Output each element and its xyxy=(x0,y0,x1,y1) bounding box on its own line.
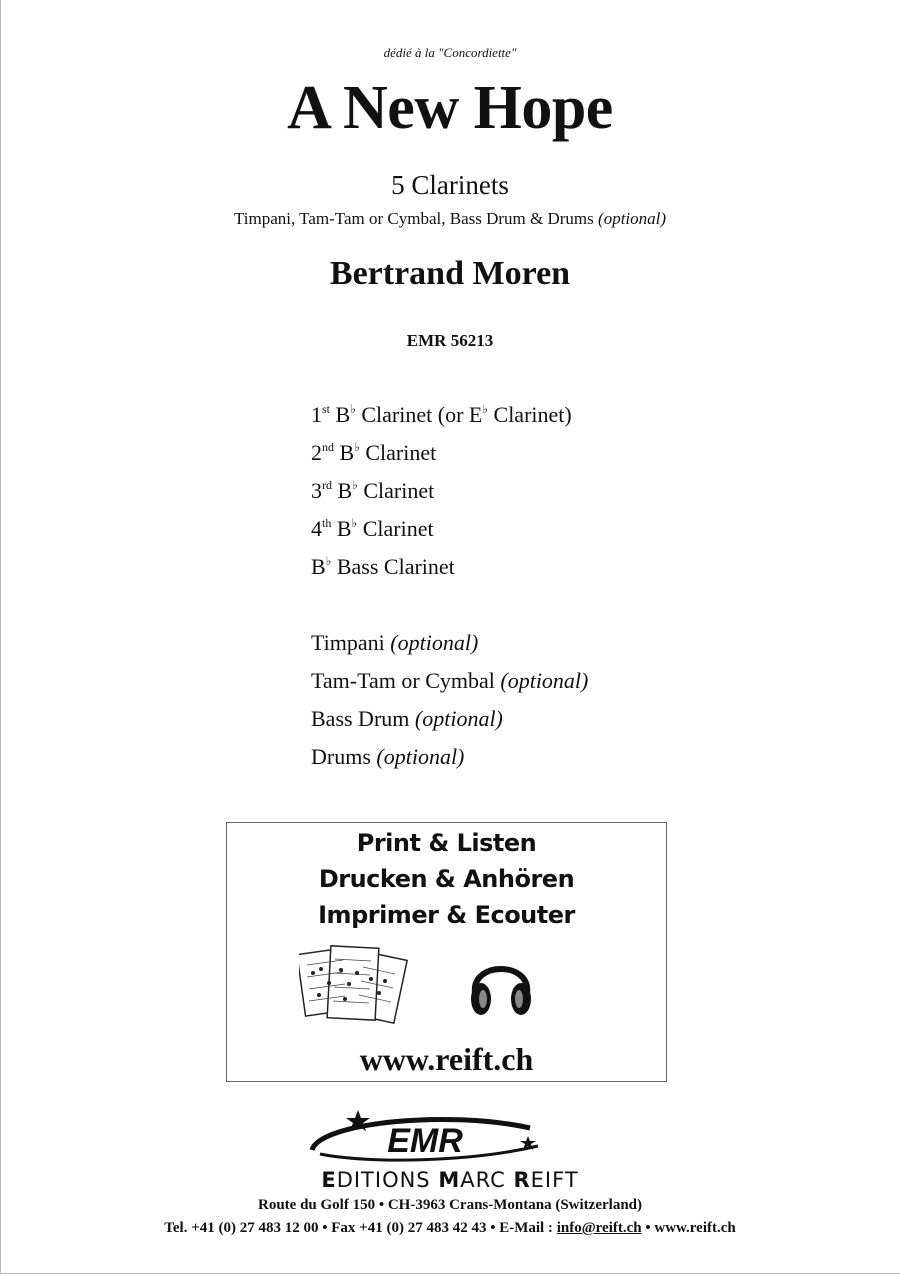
percussion-row: Bass Drum (optional) xyxy=(311,706,503,731)
dedication: dédié à la "Concordiette" xyxy=(383,45,517,60)
print-listen-box xyxy=(226,822,667,1082)
promo-line: Print & Listen xyxy=(356,829,537,857)
part-row: B♭ Bass Clarinet xyxy=(311,554,455,579)
website-link[interactable]: • www.reift.ch xyxy=(641,1220,736,1236)
percussion-row: Drums (optional) xyxy=(311,744,465,769)
catalog-number: EMR 56213 xyxy=(406,331,494,350)
instrumentation xyxy=(0,209,900,229)
publisher-address: Route du Golf 150 • CH-3963 Crans-Montana (Switzerland) xyxy=(258,1197,642,1213)
promo-line: Imprimer & Ecouter xyxy=(318,901,575,929)
percussion-row: Timpani (optional) xyxy=(311,630,479,655)
logo-text: EMR xyxy=(387,1122,463,1160)
page-title: A New Hope xyxy=(287,74,613,142)
promo-line: Drucken & Anhören xyxy=(318,865,575,893)
subtitle: 5 Clarinets xyxy=(391,170,509,200)
instrumentation-text: Timpani, Tam-Tam or Cymbal, Bass Drum & Drums xyxy=(233,209,594,228)
part-row: 2nd B♭ Clarinet xyxy=(311,440,437,465)
publisher-name: EDITIONS MARC REIFT xyxy=(321,1168,579,1192)
instrumentation-optional: (optional) xyxy=(598,209,667,228)
headphones-icon xyxy=(465,947,537,1023)
promo-url[interactable]: www.reift.ch xyxy=(359,1041,534,1077)
part-row: 4th B♭ Clarinet xyxy=(311,516,434,541)
sheet-music-icon xyxy=(299,943,411,1025)
publisher-contact: Tel. +41 (0) 27 483 12 00 • Fax +41 (0) 27 483 42 43 • E-Mail : info@reift.ch • www.reift.ch xyxy=(164,1220,736,1236)
email-link[interactable]: info@reift.ch xyxy=(556,1220,642,1236)
composer: Bertrand Moren xyxy=(329,255,571,292)
percussion-row: Tam-Tam or Cymbal (optional) xyxy=(311,668,589,693)
parts-list xyxy=(311,396,588,776)
part-row: 3rd B♭ Clarinet xyxy=(311,478,435,503)
emr-logo xyxy=(300,1106,550,1166)
part-row: 1st B♭ Clarinet (or E♭ Clarinet) xyxy=(311,402,572,427)
